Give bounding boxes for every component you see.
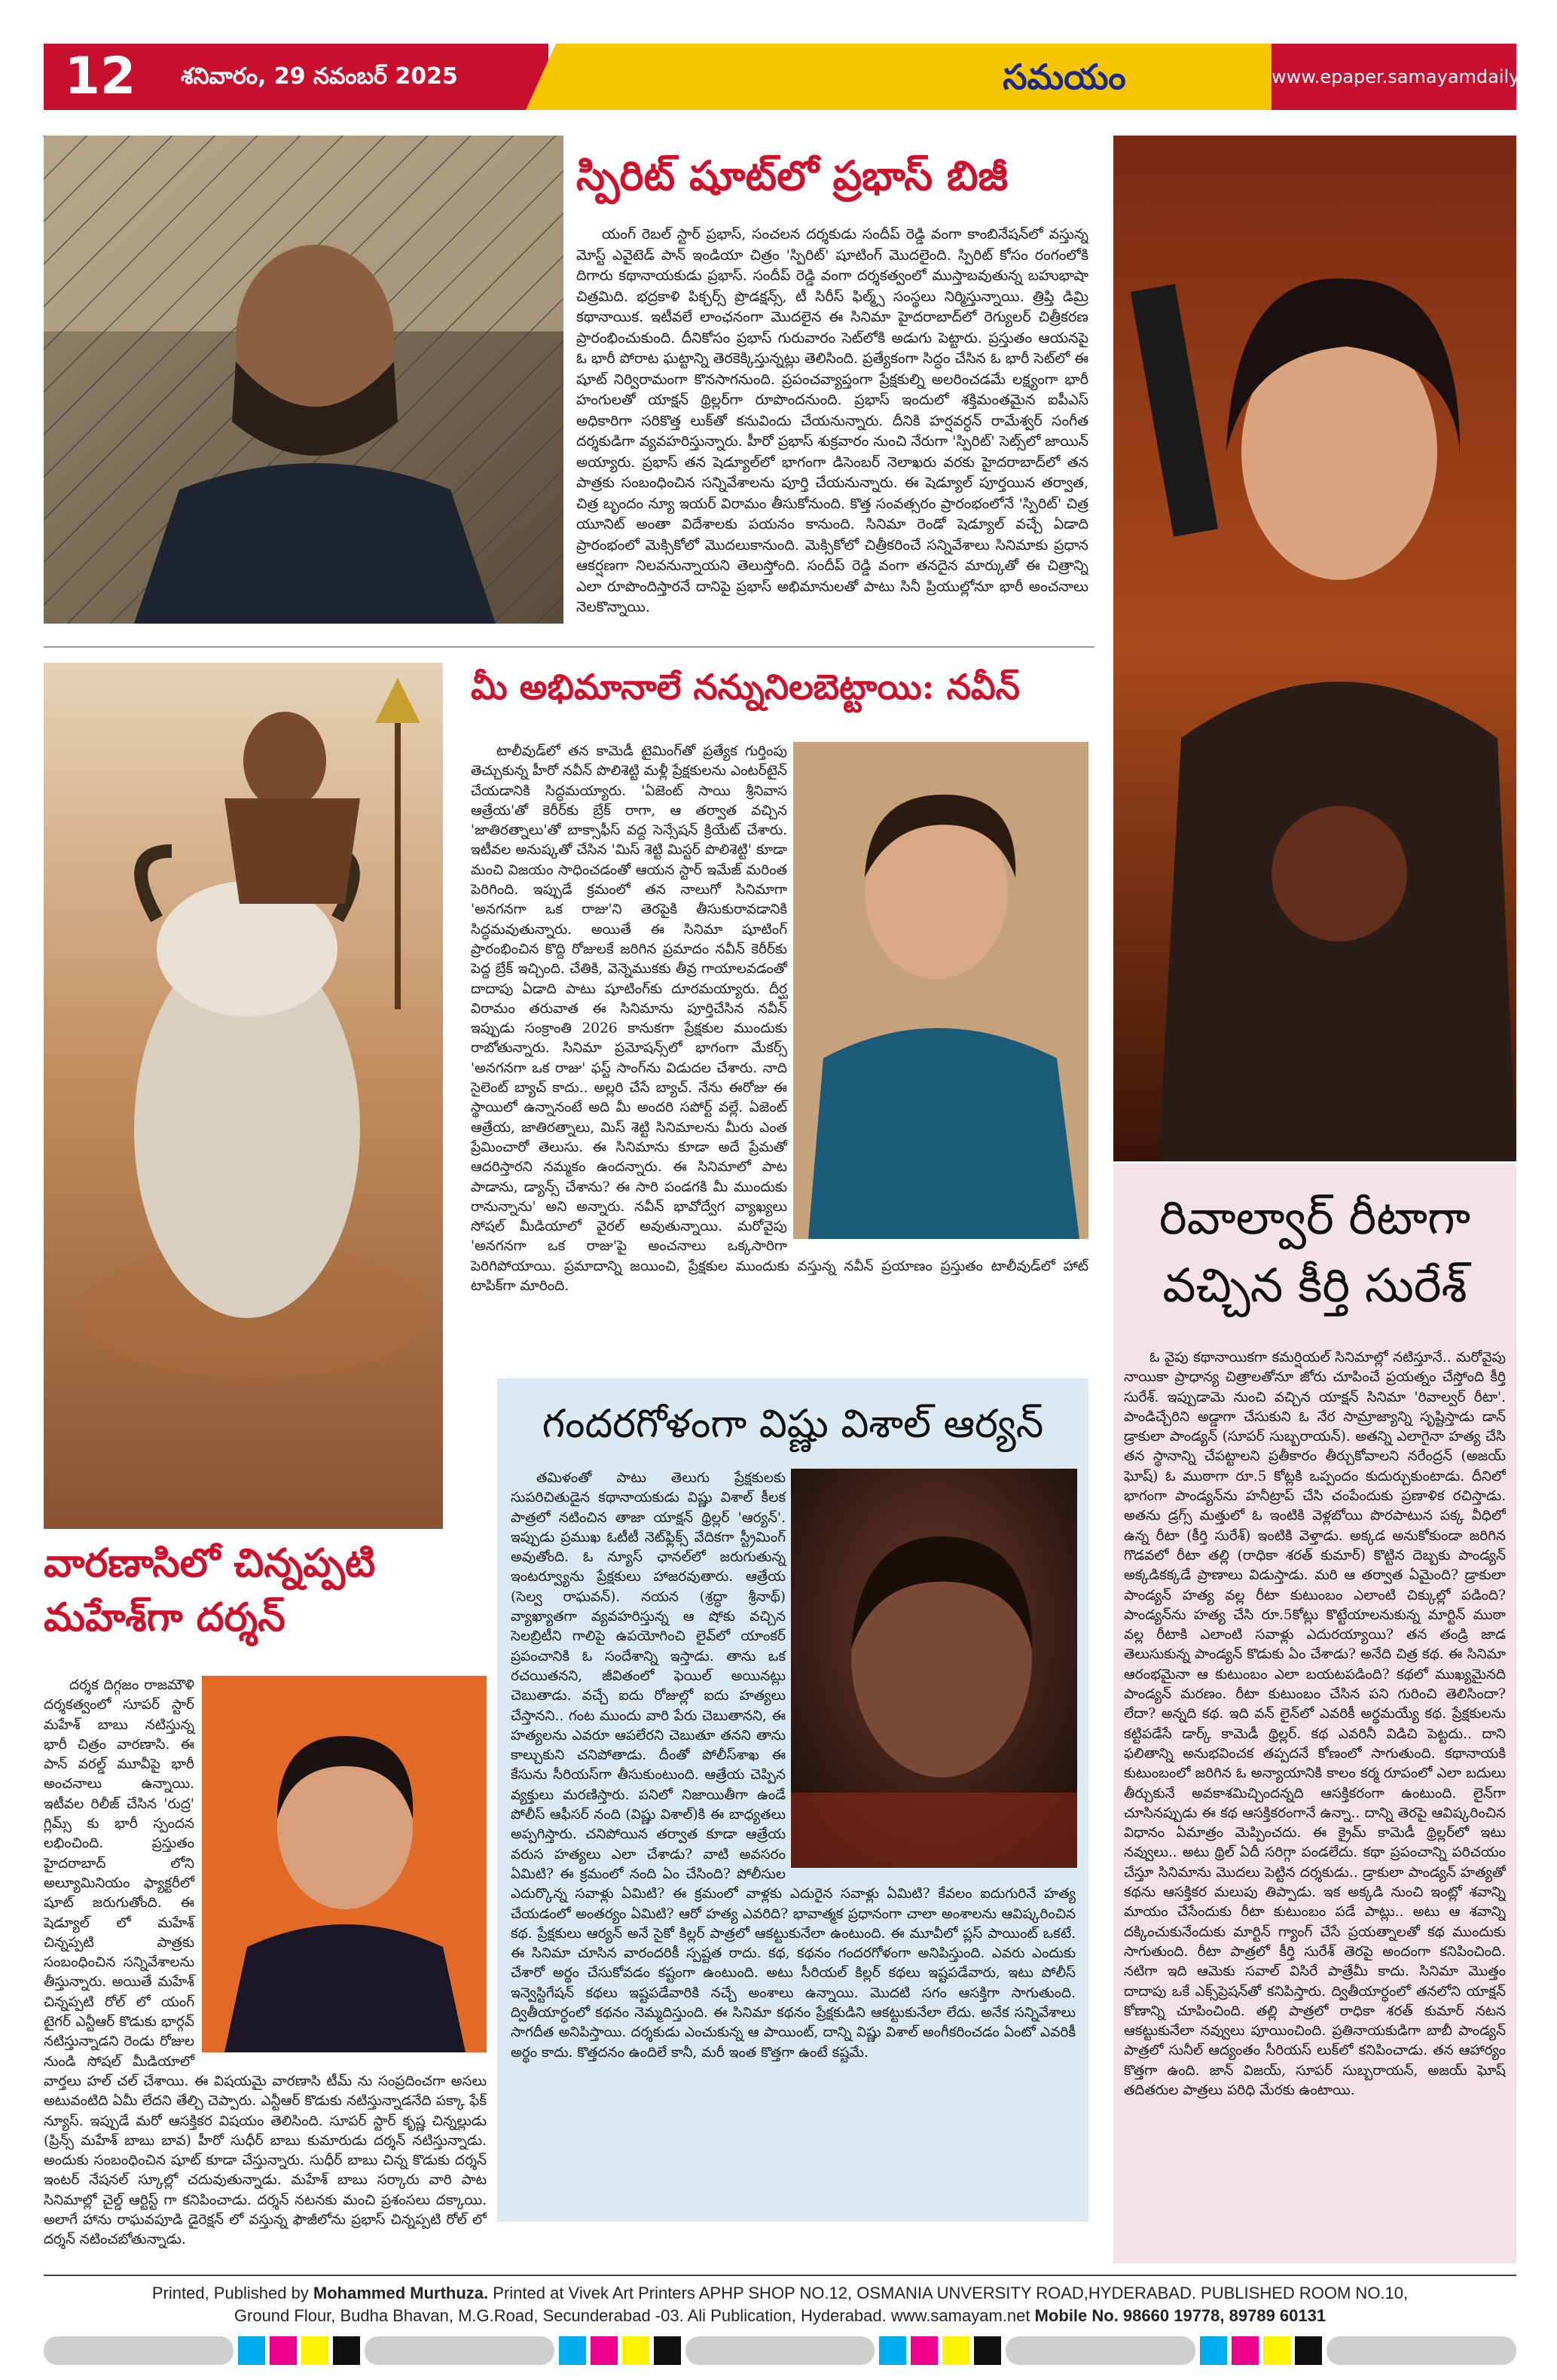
vishnu-body-text: తమిళంతో పాటు తెలుగు ప్రేక్షకులకు సుపరిచితుడైన కథానాయకుడు విష్ణు విశాల్ కీలక పాత్రలో నటించిన తాజా యాక్షన్ థ్రిల్లర్ 'ఆర్యన్'. ఇప్పుడు ప్రముఖ ఓటీటీ నెట్‌ఫ్లిక్స్ వేదికగా స్ట్రీమింగ్ అవుతోంది. ఓ న్యూస్ ఛానల్‌లో జరుగుతున్న ఇంటర్వ్యూను ప్రేక్షకులు హాజరవుతారు. ఆత్రేయ (సెల్వ రాఘవన్). నయన (శ్రద్ధా శ్రీనాథ్) వ్యాఖ్యాతగా వ్యవహరిస్తున్న ఆ షోకు వచ్చిన సెలబ్రిటీని గాలిపై ఉపయోగించి లైవ్‌లో యాంకర్ ప్రపంచానికి ఓ సందేశాన్ని ఇస్తాడు. తాను ఒక రచయితనని, జీవితంలో ఫెయిల్ అయినట్లు చెబుతాడు. వచ్చే ఐదు రోజుల్లో ఐదు హత్యలు చేస్తానని.. గంట ముందు వారి పేరు చెబుతానని, ఈ హత్యలను ఎవరూ ఆపలేరని చెబుతూ తనని తాను కాల్చుకుని చనిపోతాడు. దీంతో పోలీస్‌శాఖ ఈ కేసును సీరియస్‌గా తీసుకుంటుంది. ఆత్రేయ చెప్పిన వ్యక్తులు మరణిస్తారు. పనిలో నిజాయితీగా ఉండే పోలీస్ ఆఫీసర్ నంది (విష్ణు విశాల్)కి ఈ బాధ్యతలు అప్పగిస్తారు. చనిపోయిన తర్వాత కూడా ఆత్రేయ వరుస హత్యలు ఎలా చేశాడు? వాటి అవసరం ఏమిటి? ఈ క్రమంలో నంది ఏం చేసింది? పోలీసుల ఎదుర్కొన్న సవాళ్లు ఏమిటి? ఈ క్రమంలో వాళ్లకు ఎదురైన సవాళ్లు ఏమిటి? కేవలం ఐదుగురినే హత్య చేయడంలో అంతర్యం ఏమిటి? ఆరో హత్య ఎవరిది? భావాత్మక ప్రధానంగా చాలా అంశాలను ఆవిష్కరించిన కథ. ప్రేక్షకులు ఆర్యన్ అనే సైకో కిల్లర్ పాత్రలో ఆకట్టుకునేలా ఉంటుంది. ఈ మూవీలో ప్లస్ పాయింట్ ఒకటే. ఈ సినిమా చూసిన వారందరికీ స్పష్టత రాదు. కథ, కథనం గందరగోళంగా అనిపిస్తుంది. ఎవరు ఎందుకు చేశారో అర్థం చేసుకోవడం కష్టంగా ఉంటుంది. అటు సీరియల్ కిల్లర్ కథలు ఇష్టపడేవారు, ఇటు పోలీస్ ఇన్వెస్టిగేషన్ కథలు ఇష్టపడేవారికి నచ్చే అంశాలు ఉన్నాయి. మొదటి సగం ఆసక్తిగా సాగుతుంది. ద్వితీయార్ధంలో కథనం నెమ్మదిస్తుంది. ఈ సినిమా కథనం ప్రేక్షకుడిని ఆకట్టుకునేలా లేదు. అనేక సన్నివేశాలు సాగదీత అనిపిస్తాయి. దర్శకుడు ఎంచుకున్న ఆ పాయింట్, దాన్ని విష్ణు విశాల్ అంగీకరించడం ఏంటో ఎవరికీ అర్థం కాదు. కొత్తదనం ఉందిలే కానీ, మరీ ఇంత కొత్తగా ఉంటే కష్టమే.: [511, 1470, 1076, 2061]
registration-gray-pill: [1327, 2336, 1516, 2365]
black-swatch: [1295, 2336, 1322, 2365]
registration-gray-pill: [44, 2336, 234, 2365]
cyan-swatch: [879, 2336, 906, 2365]
keerthy-body: [1124, 1348, 1506, 2256]
imprint-prefix: Printed, Published by: [151, 2284, 309, 2302]
imprint-line-2: [44, 2305, 1516, 2327]
vishnu-photo-spacer: [786, 1469, 1076, 1875]
naveen-body-text: టాలీవుడ్‌లో తన కామెడీ టైమింగ్‌తో ప్రత్యేక గుర్తింపు తెచ్చుకున్న హీరో నవీన్ పొలిశెట్టి మళ్లీ ప్రేక్షకులను ఎంటర్‌టైన్ చేయడానికి సిద్ధమయ్యారు. 'ఏజెంట్ సాయి శ్రీనివాస ఆత్రేయ'తో కెరీర్‌కు బ్రేక్ రాగా, ఆ తర్వాత వచ్చిన 'జాతిరత్నాలు'తో బాక్సాఫీస్ వద్ద సెన్సేషన్ క్రియేట్ చేశారు. ఇటీవల అనుష్కతో చేసిన 'మిస్ శెట్టి మిస్టర్ పొలిశెట్టి' కూడా మంచి విజయం సాధించడంతో ఆయన స్టార్ ఇమేజ్ మరింత పెరిగింది. ఇప్పుడే క్రమంలో తన నాలుగో సినిమాగా 'అనగనగా ఒక రాజు'ని తెరపైకి తీసుకురావడానికి సిద్ధమవుతున్నారు. అయితే ఈ సినిమా షూటింగ్ ప్రారంభించిన కొద్ది రోజులకే జరిగిన ప్రమాదం నవీన్ కెరీర్‌కు పెద్ద బ్రేక్ ఇచ్చింది. చేతికి, వెన్నెముకకు తీవ్ర గాయాలవడంతో దాదాపు ఏడాది పాటు షూటింగ్‌కు దూరమయ్యారు. దీర్ఘ విరామం తరువాత ఈ సినిమాను పూర్తిచేసిన నవీన్ ఇప్పుడు సంక్రాంతి 2026 కానుకగా ప్రేక్షకుల ముందుకు రాబోతున్నారు. సినిమా ప్రమోషన్స్‌లో భాగంగా మేకర్స్ 'అనగనగా ఒక రాజు' ఫస్ట్ సాంగ్‌ను విడుదల చేశారు. నాది సైలెంట్ బ్యాచ్ కాదు.. అల్లరి చేసే బ్యాచ్. నేను ఈరోజు ఈ స్థాయిలో ఉన్నానంటే అది మీ అందరి సపోర్ట్ వల్లే. ఏజెంట్ ఆత్రేయ, జాతిరత్నాలు, మిస్ శెట్టి సినిమాలను మీరు ఎంత ప్రేమించారో తెలుసు. ఈ సినిమాను కూడా అదే ప్రేమతో ఆదరిస్తారని నమ్మకం ఉందన్నారు. ఈ సినిమాలో పాట పాడాను, డ్యాన్స్ చేశాను? ఈ సారి పండగకి మీ ముందుకు రానున్నాను' అని అన్నారు. నవీన్ భావోద్వేగ వ్యాఖ్యలు సోషల్ మీడియాలో వైరల్ అవుతున్నాయి. మరోవైపు 'అనగనగా ఒక రాజు'పై అంచనాలు ఒక్కసారిగా పెరిగిపోయాయి. ప్రమాదాన్ని జయించి, ప్రేక్షకుల ముందుకు వస్తున్న నవీన్ ప్రయాణం ప్రస్తుతం టాలీవుడ్‌లో హాట్ టాపిక్‌గా మారింది.: [471, 743, 1088, 1295]
cyan-swatch: [238, 2336, 265, 2365]
registration-gray-pill: [365, 2336, 554, 2365]
yellow-swatch: [1263, 2336, 1290, 2365]
prabhas-photo: [44, 136, 563, 624]
mahesh-headline: వారణాసిలో చిన్నప్పటి మహేశ్‌గా దర్శన్: [44, 1540, 376, 1640]
naveen-headline: మీ అభిమానాలే నన్నునిలబెట్టాయి: నవీన్: [471, 667, 1020, 707]
registration-gray-pill: [1006, 2336, 1195, 2365]
prabhas-bull-illustration: [44, 663, 443, 1529]
magenta-swatch: [1232, 2336, 1259, 2365]
vishnu-headline: గందరగోళంగా విష్ణు విశాల్ ఆర్యన్: [542, 1402, 1044, 1447]
page-number: 12: [44, 44, 157, 110]
keerthy-headline-2: వచ్చిన కీర్తి సురేశ్: [1162, 1258, 1467, 1313]
yellow-swatch: [301, 2336, 328, 2365]
magenta-swatch: [270, 2336, 297, 2365]
epaper-url[interactable]: www.epaper.samayamdaily.net: [1272, 44, 1516, 110]
imprint-address: Printed at Vivek Art Printers APHP SHOP NO.12, OSMANIA UNVERSITY ROAD,HYDERABAD. PUBLISHED ROOM NO.10,: [493, 2284, 1409, 2302]
yellow-swatch: [942, 2336, 969, 2365]
issue-date: శనివారం, 29 నవంబర్ 2025: [157, 44, 548, 110]
naveen-body: [471, 742, 1088, 1356]
vishnu-body: [511, 1469, 1076, 2214]
naveen-photo-spacer: [787, 742, 1088, 1250]
registration-gray-pill: [685, 2336, 875, 2365]
spirit-headline: స్పిరిట్ షూట్‌లో ప్రభాస్ బిజీ: [576, 151, 1009, 200]
publisher-name: Mohammed Murthuza.: [313, 2284, 489, 2302]
magenta-swatch: [591, 2336, 618, 2365]
spirit-body-text: యంగ్ రెబల్ స్టార్ ప్రభాస్, సంచలన దర్శకుడు సందీప్ రెడ్డి వంగా కాంబినేషన్‌లో వస్తున్న మోస్ట్ ఎవైటెడ్ పాన్ ఇండియా చిత్రం 'స్పిరిట్' షూటింగ్ మొదలైంది. స్పిరిట్ కోసం రంగంలోకి దిగారు కథానాయకుడు ప్రభాస్. సందీప్ రెడ్డి వంగా దర్శకత్వంలో ముస్తాబవుతున్న బహుభాషా చిత్రమిది. భద్రకాళి పిక్చర్స్ ప్రొడక్షన్స్, టీ సిరీస్ ఫిల్మ్స్ సంస్థలు నిర్మిస్తున్నాయి. త్రిప్తి డిమ్రి కథానాయిక. ఇటీవలే లాంఛనంగా మొదలైన ఈ సినిమా హైదరాబాద్‌లో రెగ్యులర్ చిత్రీకరణ ప్రారంభించుకుంది. దీనికోసం ప్రభాస్ గురువారం సెట్‌లోకి అడుగు పెట్టారు. ప్రస్తుతం ఆయనపై ఓ భారీ పోరాట ఘట్టాన్ని తెరకెక్కిస్తున్నట్లు తెలిసింది. ప్రత్యేకంగా సిద్ధం చేసిన ఓ భారీ సెట్‌లో ఈ షూట్ నిర్విరామంగా కొనసాగనుంది. ప్రపంచవ్యాప్తంగా ప్రేక్షకుల్ని అలరించడమే లక్ష్యంగా భారీ హంగులతో యాక్షన్ థ్రిల్లర్‌గా రూపొందనుంది. ప్రభాస్ ఇందులో శక్తిమంతమైన ఐపీఎస్ అధికారిగా సరికొత్త లుక్‌తో కనువిందు చేయనున్నారు. దీనికి హర్షవర్ధన్ రామేశ్వర్ సంగీత దర్శకుడిగా వ్యవహరిస్తున్నారు. హీరో ప్రభాస్ శుక్రవారం నుంచి నేరుగా 'స్పిరిట్' సెట్స్‌లో జాయిన్ అయ్యారు. ప్రభాస్ తన షెడ్యూల్‌లో భాగంగా డిసెంబర్ నెలాఖరు వరకు హైదరాబాద్‌లో తన పాత్రకు సంబంధించిన సన్నివేశాలను పూర్తి చేయనున్నారు. ఈ షెడ్యూల్ పూర్తయిన తర్వాత, చిత్ర బృందం న్యూ ఇయర్ విరామం తీసుకోనుంది. కొత్త సంవత్సరం ప్రారంభంలోనే 'స్పిరిట్' చిత్ర యూనిట్ అంతా విదేశాలకు పయనం కానుంది. సినిమా రెండో షెడ్యూల్ వచ్చే ఏడాది ప్రారంభంలో మెక్సికోలో మొదలుకానుంది. మెక్సికోలో చిత్రీకరించే సన్నివేశాలు సినిమాకు ప్రధాన ఆకర్షణగా నిలవనున్నాయని తెలుస్తోంది. సందీప్ రెడ్డి వంగా తనదైన మార్కుతో ఈ చిత్రాన్ని ఎలా రూపొందిస్తారనే దానిపై ప్రభాస్ అభిమానులతో పాటు సినీ ప్రియుల్లోనూ భారీ అంచనాలు నెలకొన్నాయి.: [576, 226, 1088, 615]
imprint-footer: [44, 2282, 1516, 2327]
mahesh-body: [44, 1676, 487, 2263]
keerthy-headline-1: రివాల్వార్ రీటాగా: [1159, 1190, 1471, 1245]
imprint-address-2: Ground Flour, Budha Bhavan, M.G.Road, Secunderabad -03. Ali Publication, Hyderabad. www.samayam.net: [234, 2306, 1030, 2325]
black-swatch: [333, 2336, 360, 2365]
imprint-line-1: [44, 2282, 1516, 2305]
spirit-body: [576, 224, 1088, 637]
yellow-swatch: [622, 2336, 649, 2365]
black-swatch: [654, 2336, 681, 2365]
magenta-swatch: [911, 2336, 938, 2365]
mahesh-body-text: దర్శక దిగ్గజం రాజమౌళి దర్శకత్వంలో సూపర్ స్టార్ మహేశ్ బాబు నటిస్తున్న భారీ చిత్రం వారణాసి. ఈ పాన్ వరల్డ్ మూవీపై భారీ అంచనాలు ఉన్నాయి. ఇటీవల రిలీజ్ చేసిన 'రుద్ర' గ్లిమ్స్ కు భారీ స్పందన లభించింది. ప్రస్తుతం హైదరాబాద్ లోని అల్యూమినియం ఫ్యాక్టరీలో షూట్ జరుగుతోంది. ఈ షెడ్యూల్ లో మహేశ్ చిన్నప్పటి పాత్రకు సంబంధించిన సన్నివేశాలను తీస్తున్నారు. అయితే మహేశ్ చిన్నప్పటి రోల్ లో యంగ్ టైగర్ ఎన్టీఆర్ కొడుకు భార్గవ్ నటిస్తున్నాడని రెండు రోజుల నుండి సోషల్ మీడియాలో వార్తలు హల్ చల్ చేశాయి. ఈ విషయమై వారణాసి టీమ్ ను సంప్రదించగా అసలు అటువంటిది ఏమీ లేదని తేల్చి చెప్పారు. ఎన్టీఆర్ కొడుకు నటిస్తున్నాడనేది పక్కా ఫేక్ న్యూస్. ఇప్పుడే మరో ఆసక్తికర విషయం తెలిసింది. సూపర్ స్టార్ కృష్ణ చిన్నల్లుడు (ప్రిన్స్ మహేశ్ బాబు బావ) హీరో సుధీర్ బాబు కుమారుడు దర్శన్ నటిస్తున్నాడు. అందుకు సంబంధించిన షూట్ కూడా చేస్తున్నారు. సుధీర్ బాబు చిన్న కొడుకు దర్శన్ ఇంటర్‌ నేషనల్ స్కూల్లో చదువుతున్నాడు. మహేశ్ బాబు సర్కారు వారి పాట సినిమాల్లో చైల్డ్ ఆర్టిస్ట్ గా కనిపించాడు. దర్శన్ నటనకు మంచి ప్రశంసలు దక్కాయి. అలాగే హాను రాఘవపూడి డైరెక్షన్ లో వస్తున్న ఫౌజీలోను ప్రభాస్ చిన్నప్పటి రోల్ లో దర్శన్ నటించబోతున్నాడు.: [44, 1677, 487, 2248]
imprint-mobile: Mobile No. 98660 19778, 89789 60131: [1034, 2306, 1327, 2325]
keerthy-suresh-photo: [1113, 136, 1516, 1161]
footer-rule: [44, 2275, 1516, 2276]
cyan-swatch: [559, 2336, 586, 2365]
darshan-photo-spacer: [194, 1676, 487, 2058]
black-swatch: [974, 2336, 1001, 2365]
color-registration-bar: [44, 2336, 1516, 2365]
page-header: [44, 44, 1552, 110]
masthead-logo: సమయం: [1003, 56, 1126, 97]
cyan-swatch: [1200, 2336, 1227, 2365]
keerthy-body-text: ఓ వైపు కథానాయికగా కమర్షియల్ సినిమాల్లో నటిస్తూనే.. మరోవైపు నాయికా ప్రాధాన్య చిత్రాలతోనూ జోరు చూపించే ప్రయత్నం చేస్తోంది కీర్తి సురేశ్. ఇప్పుడామె నుంచి వచ్చిన యాక్షన్ సినిమా 'రివాల్వర్ రీటా'. పాండిచ్చేరిని అడ్డాగా చేసుకుని ఓ నేర సామ్రాజ్యాన్ని సృష్టిస్తాడు డాన్ డ్రాకులా పాండ్యన్ (సూపర్ సుబ్బరాయన్). అతన్ని ఎలాగైనా హత్య చేసి తన స్థానాన్ని చేపట్టాలని ప్రతీకారం తీర్చుకోవాలని నరేంద్రన్ (అజయ్ ఘోష్) ఓ ముఠాగా రూ.5 కోట్లకి ఒప్పందం కుదుర్చుకుంటాడు. దీనిలో భాగంగా పాండ్యన్‌ను హనీట్రాప్ చేసి చంపేందుకు ప్రణాళిక రచిస్తాడు. అతను డ్రగ్స్ మత్తులో ఓ ఇంటికి వెళ్లబోయి పొరపాటున పక్క వీధిలో ఉన్న రీటా (కీర్తి సురేశ్) ఇంటికి వెళ్తాడు. అక్కడ అనుకోకుండా జరిగిన గొడవలో రీటా తల్లి (రాధికా శరత్ కుమార్) కొట్టిన దెబ్బకు పాండ్యన్ అక్కడికక్కడే ప్రాణాలు విడుస్తాడు. మరి ఆ తర్వాత ఏమైంది? డ్రాకులా పాండ్యన్ హత్య వల్ల రీటా కుటుంబం ఎలాంటి చిక్కుల్లో పడింది? పాండ్యన్‌ను హత్య చేసి రూ.5కోట్లు కొట్టేయాలనుకున్న మార్టిన్ ముఠా వల్ల రీటాకి ఎలాంటి సవాళ్లు ఎదురయ్యాయి? తన తండ్రి జాడ తెలుసుకున్న పాండ్యన్ కొడుకు ఏం చేశాడు? అనేది చిత్ర కథ. ఈ సినిమా ఆరంభమైనా ఆ కుటుంబం ఎలా బయటపడింది? కథలో ముఖ్యమైనది పాండ్యన్ మరణం. రీటా కుటుంబం చేసిన పని గురించి తెలిసిందా? లేదా? అన్నది కథ. ఇది వన్ లైన్‌లో ఎవరికీ అర్థమయ్యే కథ. ప్రేక్షకులను కట్టిపడేసే డార్క్ కామెడీ థ్రిల్లర్. కథ ఎవరినీ విడిచి పెట్టదు.. దాని ఫలితాన్ని అనుభవించక తప్పదనే కోణంలో సాగుతుంది. కథానాయకి కుటుంబంలో జరిగిన ఓ అన్యాయానికి కాలం కర్మ రూపంలో ఎలా బదులు తీర్చుకునే అవకాశమిచ్చిందన్నది ఆసక్తికరంగా ఉంటుంది. లైన్‌గా చూసినప్పుడు ఈ కథ ఆసక్తికరంగానే ఉన్నా.. దాన్ని తెరపై ఆవిష్కరించిన విధానం ఏమాత్రం మెప్పించదు. ఈ క్రైమ్ కామెడీ థ్రిల్లర్‌లో ఇటు నవ్వులు.. అటు థ్రిల్ ఏదీ సరిగ్గా పండలేదు. కథా ప్రపంచాన్ని పరిచయం చేస్తూ సినిమాను మొదలు పెట్టిన దర్శకుడు.. డ్రాకులా పాండ్యన్ హత్యతో కథను ఆసక్తికర మలుపు తిప్పాడు. ఇక అక్కడి నుంచి ఇంట్లో శవాన్ని మాయం చేసేందుకు రీటా కుటుంబం పడే పాట్లు.. అటు ఆ శవాన్ని దక్కించుకునేందుకు మార్టిన్ గ్యాంగ్ చేసే ప్రయత్నాలతో కథ ముందుకు సాగుతుంది. రీటా పాత్రలో కీర్తి సురేశ్ తెరపై అందంగా కనిపించింది. నటిగా ఇది ఆమెకు సవాల్ విసిరే పాత్రేమీ కాదు. సినిమా మొత్తం దాదాపు ఒకే ఎక్స్‌ప్రెషన్‌తో కనిపిస్తారు. ద్వితీయార్ధంలో తనలోని యాక్షన్ కోణాన్ని చూపించింది. తల్లి పాత్రలో రాధికా శరత్ కుమార్ నటన ఆకట్టుకునేలా నవ్వులు పూయించింది. ప్రతినాయకుడిగా బాబీ పాండ్యన్ పాత్రలో సునీల్ ఆద్యంతం సీరియస్ లుక్‌లో కనిపించాడు. తన ఆహార్యం కొత్తగా ఉంది. జాన్ విజయ్, సూపర్ సుబ్బరాయన్, అజయ్ ఘోష్ తదితరుల పాత్రలు పరిధి మేరకు ఉంటాయి.: [1124, 1350, 1506, 2098]
section-divider: [44, 646, 1094, 648]
